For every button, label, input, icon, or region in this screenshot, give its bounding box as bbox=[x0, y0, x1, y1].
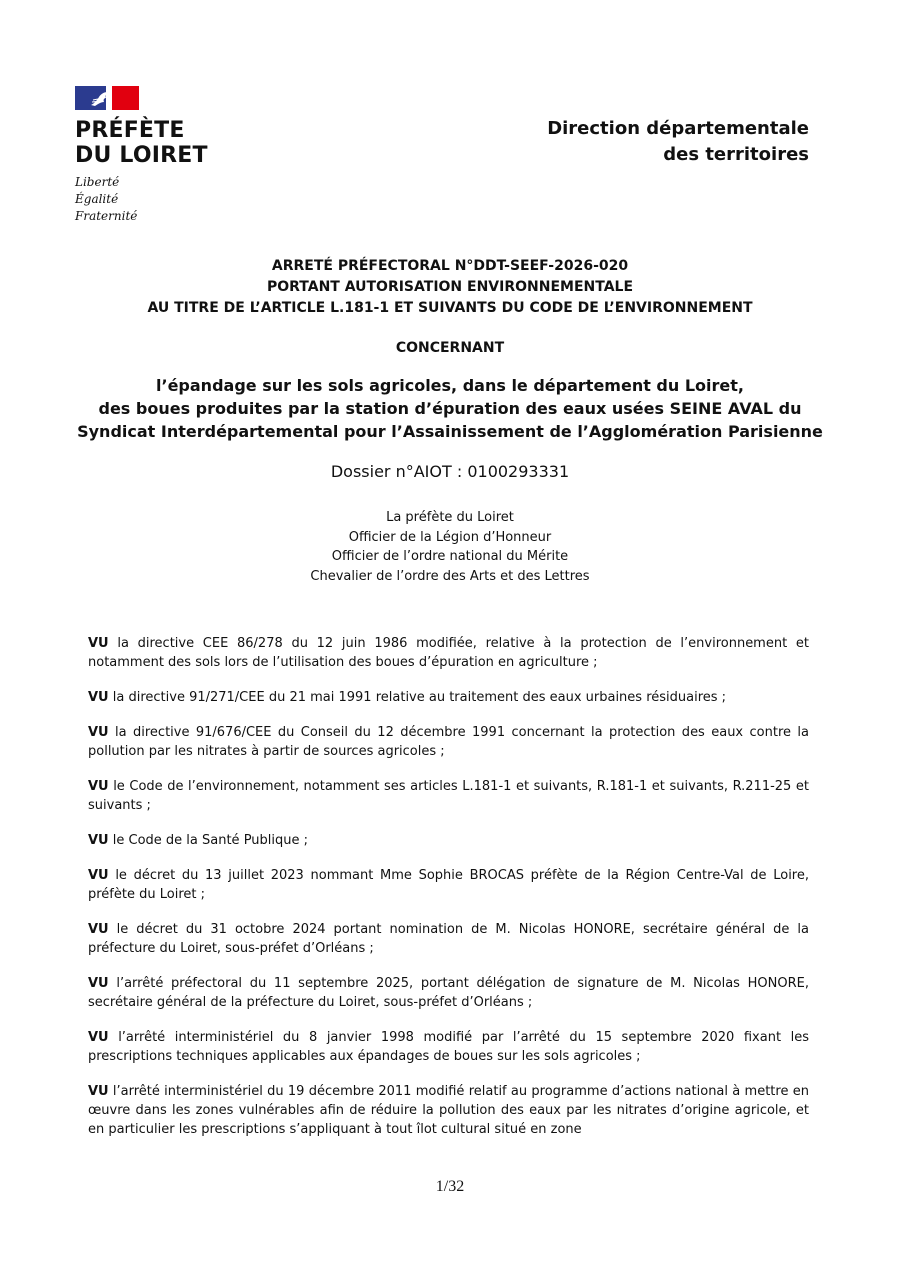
visa-keyword: VU bbox=[88, 868, 109, 883]
visa-text: l’arrêté interministériel du 8 janvier 1998 modifié par l’arrêté du 15 septembre 2020 fixant les prescriptions techniques applicables aux épandages de boues sur les sols agricoles ; bbox=[88, 1030, 809, 1064]
signatory-block bbox=[0, 508, 900, 586]
decree-subject bbox=[0, 374, 900, 443]
visa-text: l’arrêté préfectoral du 11 septembre 2025, portant délégation de signature de M. Nicolas HONORE, secrétaire général de la préfecture du Loiret, sous-préfet d’Orléans ; bbox=[88, 976, 809, 1010]
visa-keyword: VU bbox=[88, 833, 109, 848]
visa-paragraph bbox=[88, 723, 809, 761]
decree-title bbox=[0, 256, 900, 319]
republic-motto bbox=[75, 174, 208, 225]
visa-keyword: VU bbox=[88, 779, 109, 794]
visa-keyword: VU bbox=[88, 636, 109, 651]
visa-paragraph bbox=[88, 831, 809, 850]
visa-text: le Code de l’environnement, notamment ses articles L.181-1 et suivants, R.181-1 et suivants, R.211-25 et suivants ; bbox=[88, 779, 809, 813]
visa-keyword: VU bbox=[88, 1030, 109, 1045]
visa-paragraph bbox=[88, 1028, 809, 1066]
visa-keyword: VU bbox=[88, 690, 109, 705]
visa-paragraph bbox=[88, 866, 809, 904]
signatory-line4: Chevalier de l’ordre des Arts et des Lettres bbox=[310, 568, 590, 584]
visa-paragraph bbox=[88, 974, 809, 1012]
motto-fraternite: Fraternité bbox=[75, 209, 138, 223]
visas-list bbox=[88, 634, 809, 1155]
direction-line2: des territoires bbox=[663, 144, 809, 165]
motto-egalite: Égalité bbox=[75, 192, 119, 206]
subject-line3: Syndicat Interdépartemental pour l’Assainissement de l’Agglomération Parisienne bbox=[77, 422, 823, 441]
visa-paragraph bbox=[88, 777, 809, 815]
direction-line1: Direction départementale bbox=[547, 118, 809, 139]
french-flag-icon bbox=[75, 86, 139, 110]
marianne-profile-icon bbox=[89, 91, 106, 107]
visa-text: le décret du 31 octobre 2024 portant nomination de M. Nicolas HONORE, secrétaire général de la préfecture du Loiret, sous-préfet d’Orléans ; bbox=[88, 922, 809, 956]
visa-text: l’arrêté interministériel du 19 décembre 2011 modifié relatif au programme d’actions national à mettre en œuvre dans les zones vulnérables afin de réduire la pollution des eaux par les nitrates d’origine agricole, et en particulier les prescriptions s’appliquant à tout îlot cultural situé en zone bbox=[88, 1084, 809, 1137]
visa-text: la directive CEE 86/278 du 12 juin 1986 modifiée, relative à la protection de l’environnement et notamment des sols lors de l’utilisation des boues d’épuration en agriculture ; bbox=[88, 636, 809, 670]
visa-text: la directive 91/676/CEE du Conseil du 12 décembre 1991 concernant la protection des eaux contre la pollution par les nitrates à partir de sources agricoles ; bbox=[88, 725, 809, 759]
prefecture-name-line1: PRÉFÈTE bbox=[75, 118, 185, 143]
signatory-line3: Officier de l’ordre national du Mérite bbox=[331, 549, 569, 564]
visa-text: le décret du 13 juillet 2023 nommant Mme Sophie BROCAS préfète de la Région Centre-Val de Loire, préfète du Loiret ; bbox=[88, 868, 809, 902]
signatory-line1: La préfète du Loiret bbox=[386, 510, 514, 525]
visa-paragraph bbox=[88, 688, 809, 707]
dossier-number: Dossier n°AIOT : 0100293331 bbox=[330, 462, 570, 481]
visa-text: le Code de la Santé Publique ; bbox=[108, 833, 309, 848]
visa-keyword: VU bbox=[88, 922, 109, 937]
visa-keyword: VU bbox=[88, 976, 109, 991]
concernant-heading: CONCERNANT bbox=[395, 340, 505, 356]
prefecture-name bbox=[75, 118, 208, 168]
prefecture-logo bbox=[75, 86, 208, 225]
subject-line1: l’épandage sur les sols agricoles, dans le département du Loiret, bbox=[156, 376, 744, 395]
page-number: 1/32 bbox=[435, 1178, 465, 1195]
motto-liberte: Liberté bbox=[75, 175, 120, 189]
decree-title-line2: PORTANT AUTORISATION ENVIRONNEMENTALE bbox=[266, 279, 634, 295]
visa-keyword: VU bbox=[88, 725, 109, 740]
visa-paragraph bbox=[88, 634, 809, 672]
subject-line2: des boues produites par la station d’épuration des eaux usées SEINE AVAL du bbox=[98, 399, 802, 418]
decree-title-line3: AU TITRE DE L’ARTICLE L.181-1 ET SUIVANTS DU CODE DE L’ENVIRONNEMENT bbox=[147, 300, 753, 316]
prefecture-name-line2: DU LOIRET bbox=[75, 143, 208, 168]
decree-title-line1: ARRETÉ PRÉFECTORAL N°DDT-SEEF-2026-020 bbox=[271, 258, 629, 274]
visa-paragraph bbox=[88, 920, 809, 958]
direction-header bbox=[547, 116, 809, 168]
signatory-line2: Officier de la Légion d’Honneur bbox=[348, 529, 552, 545]
visa-paragraph bbox=[88, 1082, 809, 1139]
visa-keyword: VU bbox=[88, 1084, 109, 1099]
visa-text: la directive 91/271/CEE du 21 mai 1991 relative au traitement des eaux urbaines résiduaires ; bbox=[108, 690, 727, 705]
